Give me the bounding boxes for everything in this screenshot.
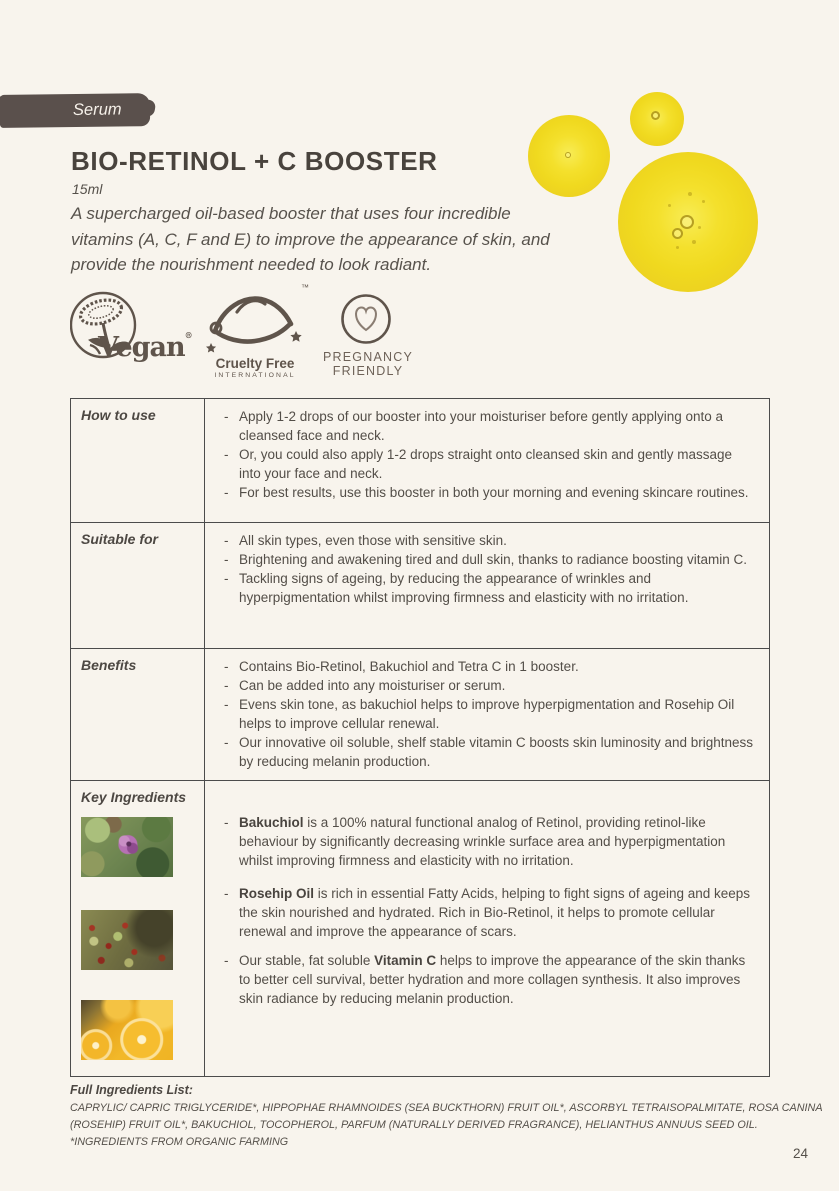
bullet-item — [224, 569, 757, 607]
bullet-dash: - — [224, 659, 229, 674]
row-content — [205, 781, 769, 1076]
row-label-cell — [71, 781, 205, 1076]
bullet-text: Apply 1-2 drops of our booster into your moisturiser before gently applying onto a cleansed face and neck. — [239, 409, 724, 443]
cruelty-free-logo — [203, 283, 309, 391]
oil-speck — [692, 240, 696, 244]
oil-droplet-medium — [528, 115, 610, 197]
ingredient-name: Bakuchiol — [239, 815, 304, 830]
oil-speck — [688, 192, 692, 196]
row-label: Suitable for — [71, 523, 205, 648]
bullet-item — [224, 884, 757, 941]
ingredients-line: (ROSEHIP) FRUIT OIL*, BAKUCHIOL, TOCOPHEROL, PARFUM (NATURALLY DERIVED FRAGRANCE), HELIANTHUS ANNUUS SEED OIL. — [70, 1119, 758, 1131]
vegan-logo — [70, 288, 195, 392]
registered-mark: ® — [184, 330, 193, 340]
cruelty-free-text — [203, 356, 307, 379]
table-row-key-ingredients — [71, 781, 769, 1076]
row-content — [205, 399, 769, 522]
bullet-item — [224, 813, 757, 870]
bullet-text: For best results, use this booster in both your morning and evening skincare routines. — [239, 485, 749, 500]
organic-farming-note: *INGREDIENTS FROM ORGANIC FARMING — [70, 1136, 289, 1148]
oil-speck — [668, 204, 671, 207]
oil-bubble — [680, 215, 694, 229]
bullet-text: Evens skin tone, as bakuchiol helps to improve hyperpigmentation and Rosehip Oil helps to improve cellular renewal. — [239, 697, 735, 731]
bullet-dash: - — [224, 552, 229, 567]
full-ingredients-heading: Full Ingredients List: — [70, 1083, 193, 1097]
bullet-post: is rich in essential Fatty Acids, helping to fight signs of ageing and keeps the skin nourished and hydrated. Rich in Bio-Retinol, it helps to promote cellular renewal and improve the appearance of scars. — [239, 886, 751, 939]
bullet-item — [224, 550, 757, 569]
bullet-item — [224, 733, 757, 771]
pregnancy-line: PREGNANCY — [323, 350, 413, 364]
bullet-text: Can be added into any moisturiser or serum. — [239, 678, 506, 693]
page-title: BIO-RETINOL + C BOOSTER — [71, 146, 438, 176]
table-row-benefits — [71, 649, 769, 781]
bullet-dash: - — [224, 571, 229, 586]
bullet-dash: - — [224, 735, 229, 750]
oil-droplet-small — [630, 92, 684, 146]
row-content — [205, 523, 769, 648]
cruelty-free-sublabel: INTERNATIONAL — [214, 372, 296, 379]
oil-speck — [702, 200, 705, 203]
oil-speck — [676, 246, 679, 249]
row-label: Benefits — [71, 649, 205, 780]
bullet-text: All skin types, even those with sensitive skin. — [239, 533, 507, 548]
rosehip-berries-photo — [81, 910, 173, 970]
bullet-post: is a 100% natural functional analog of Retinol, providing retinol-like behaviour by significantly decreasing wrinkle surface area and hyperpigmentation whilst improving firmness and elasticity with no irritation. — [239, 815, 726, 868]
bullet-text — [239, 951, 757, 1008]
bullet-item — [224, 483, 757, 502]
bullet-text: Brightening and awakening tired and dull skin, thanks to radiance boosting vitamin C. — [239, 552, 748, 567]
pregnancy-friendly-text — [318, 350, 418, 378]
oil-speck — [698, 226, 701, 229]
oil-bubble — [565, 152, 571, 158]
bullet-dash: - — [224, 697, 229, 712]
bullet-text: Or, you could also apply 1-2 drops straight onto cleansed skin and gently massage into your face and neck. — [239, 447, 733, 481]
full-ingredients-list — [70, 1100, 823, 1151]
bullet-dash: - — [224, 815, 229, 830]
bullet-dash: - — [224, 678, 229, 693]
bullet-dash: - — [224, 485, 229, 500]
bullet-item — [224, 695, 757, 733]
bullet-text — [239, 884, 757, 941]
row-label: Key Ingredients — [81, 789, 187, 805]
cruelty-free-label: Cruelty Free — [215, 356, 295, 371]
serum-badge-label: Serum — [72, 100, 122, 120]
oil-bubble — [651, 111, 660, 120]
heart-circle-icon — [339, 292, 393, 346]
ingredient-name: Rosehip Oil — [239, 886, 315, 901]
bullet-item — [224, 951, 757, 1008]
bullet-item — [224, 657, 757, 676]
table-row-suitable-for — [71, 523, 769, 649]
row-label: How to use — [71, 399, 205, 522]
bullet-dash: - — [224, 533, 229, 548]
table-row-how-to-use — [71, 399, 769, 523]
oil-droplet-large — [618, 152, 758, 292]
leaping-bunny-icon — [203, 287, 307, 353]
bullet-dash: - — [224, 447, 229, 462]
ingredients-line: CAPRYLIC/ CAPRIC TRIGLYCERIDE*, HIPPOPHAE RHAMNOIDES (SEA BUCKTHORN) FRUIT OIL*, ASCORBYL TETRAISOPALMITATE, ROSA CANINA — [70, 1102, 823, 1114]
bullet-item — [224, 407, 757, 445]
bullet-post: helps to improve the appearance of the skin thanks to better cell survival, better hydration and more collagen synthesis. It also improves skin radiance by reducing melanin production. — [239, 953, 746, 1006]
bullet-text: Our innovative oil soluble, shelf stable vitamin C boosts skin luminosity and brightness by reducing melanin production. — [239, 735, 754, 769]
serum-category-badge — [0, 93, 150, 128]
bullet-item — [224, 531, 757, 550]
bakuchiol-plant-photo — [81, 817, 173, 877]
bullet-item — [224, 676, 757, 695]
bullet-text: Contains Bio-Retinol, Bakuchiol and Tetra C in 1 booster. — [239, 659, 579, 674]
orange-slices-photo — [81, 1000, 173, 1060]
bullet-dash: - — [224, 409, 229, 424]
product-info-table — [70, 398, 770, 1077]
trademark-mark: ™ — [301, 283, 309, 292]
bullet-text — [239, 813, 757, 870]
product-description: A supercharged oil-based booster that uses four incredible vitamins (A, C, F and E) to improve the appearance of skin, and provide the nourishment needed to look radiant. — [71, 204, 550, 274]
row-content — [205, 649, 769, 780]
page-number: 24 — [793, 1146, 809, 1161]
ingredient-name: Vitamin C — [374, 953, 437, 968]
vegan-logo-wordmark: Vegan® — [98, 330, 193, 363]
pregnancy-friendly-logo — [318, 292, 418, 392]
friendly-line: FRIENDLY — [332, 364, 404, 378]
bullet-text: Tackling signs of ageing, by reducing the appearance of wrinkles and hyperpigmentation whilst improving firmness and elasticity with no irritation. — [239, 571, 689, 605]
oil-bubble — [672, 228, 683, 239]
bullet-pre: Our stable, fat soluble — [239, 953, 375, 968]
bullet-item — [224, 445, 757, 483]
product-volume: 15ml — [72, 181, 103, 197]
bullet-dash: - — [224, 953, 229, 968]
bullet-dash: - — [224, 886, 229, 901]
